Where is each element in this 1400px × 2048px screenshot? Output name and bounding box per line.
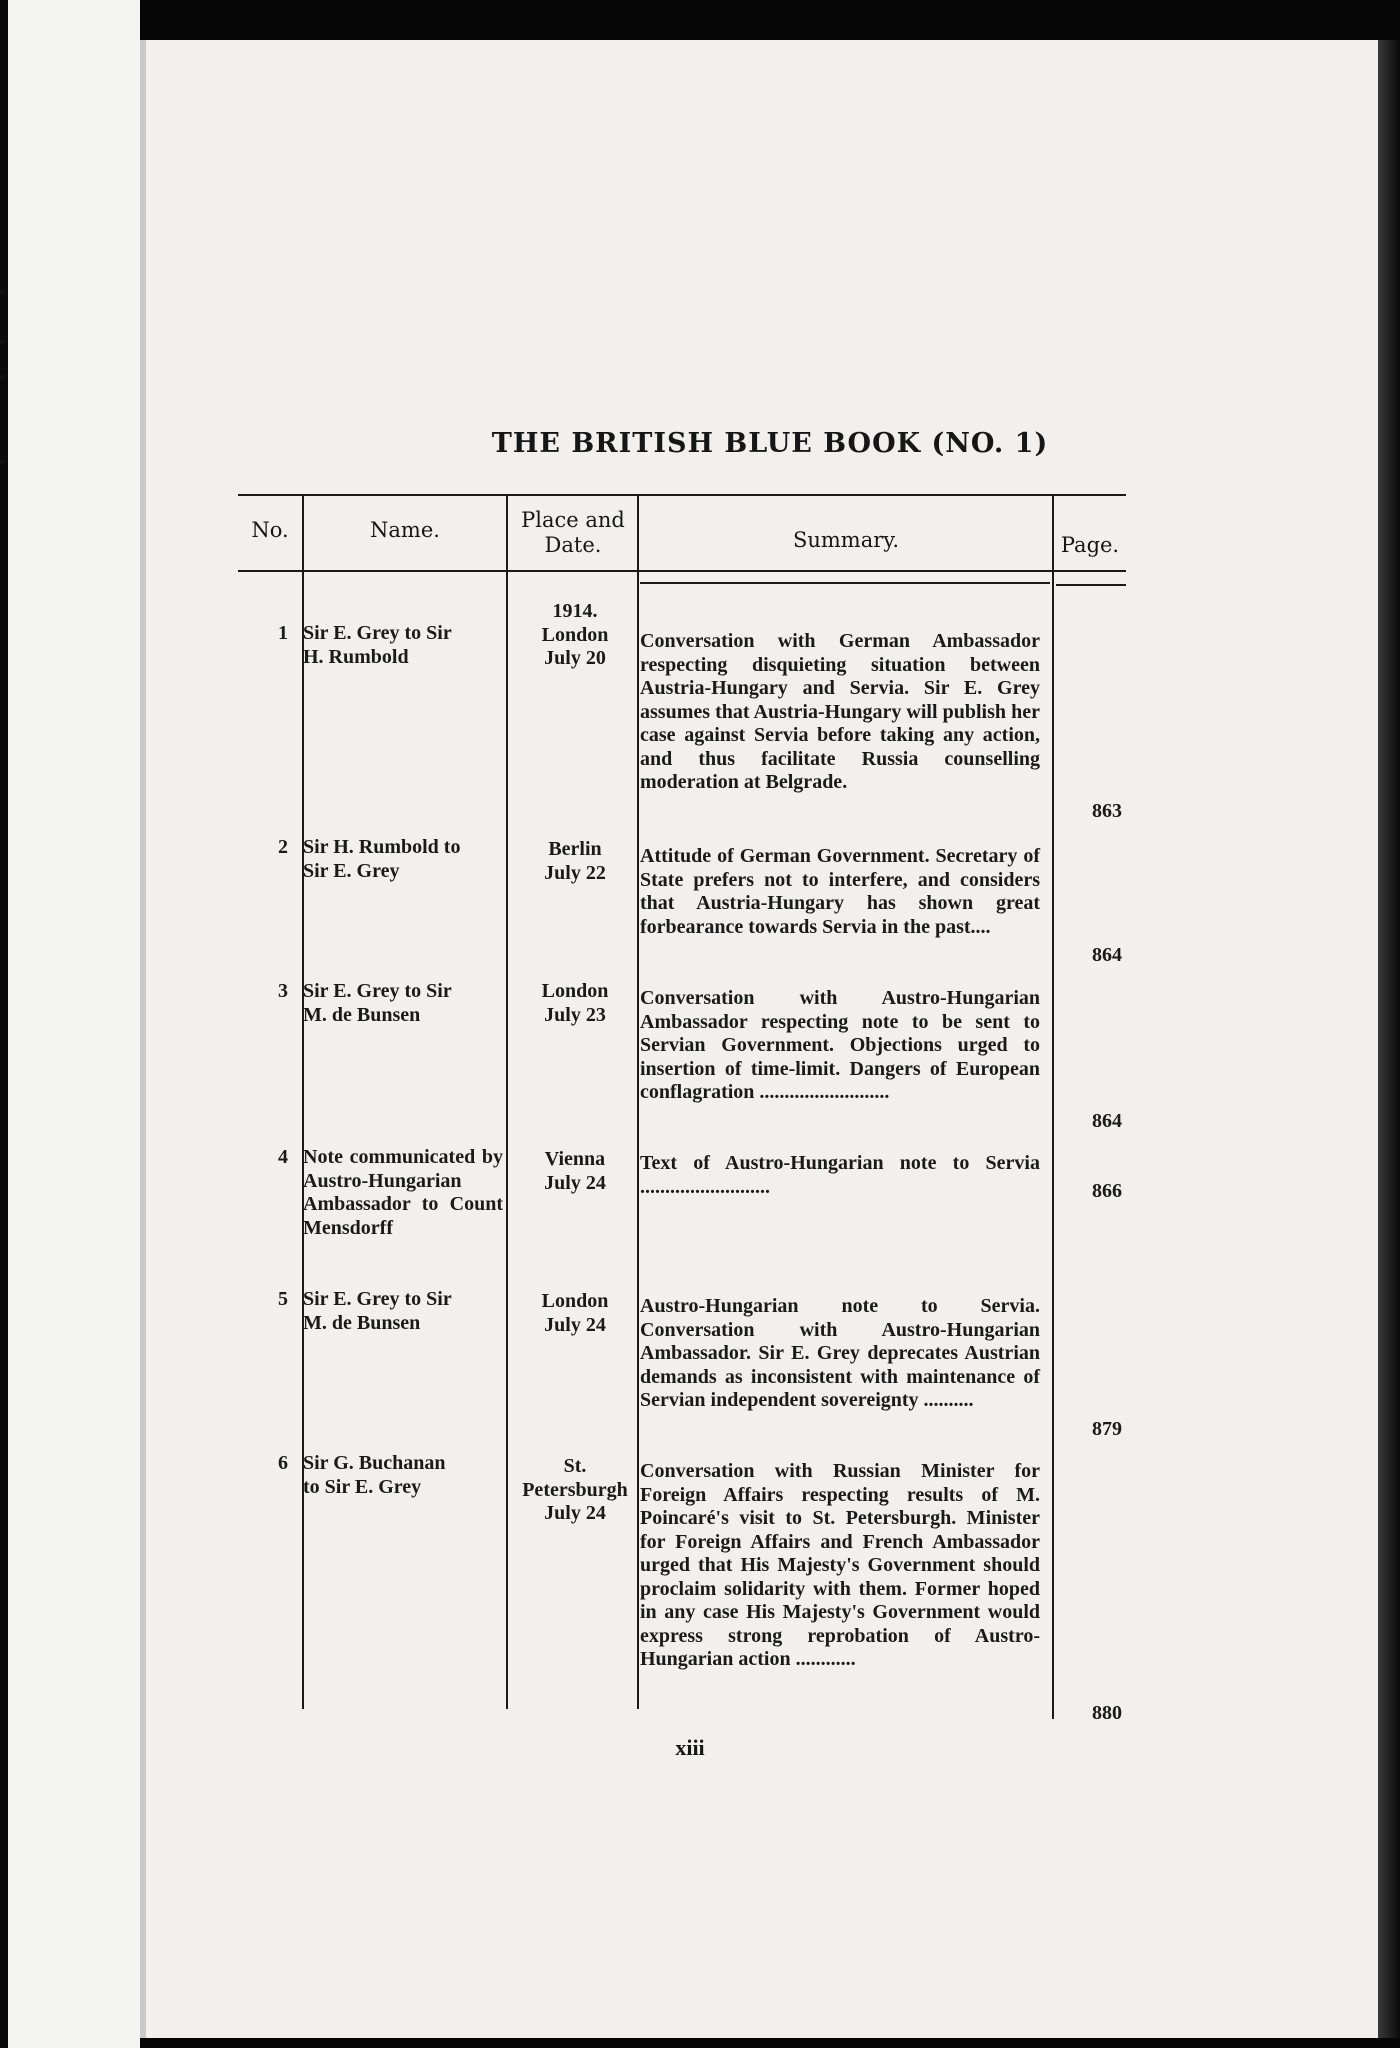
entry-name: Sir H. Rumbold to Sir E. Grey (303, 836, 461, 882)
entry-number: 4 (278, 1146, 288, 1168)
entry-place-date: London July 23 (541, 980, 609, 1026)
column-divider (1052, 494, 1054, 1719)
header-place-date: Place and Date. (521, 508, 625, 557)
header-summary: Summary. (792, 528, 900, 552)
entry-number: 1 (278, 622, 288, 644)
entry-summary: Conversation with Austro-Hungarian Ambassador respecting note to be sent to Servian Government. Objections urged to insertion of time-limit. Dangers of European conflagration .......................... (640, 987, 1040, 1103)
summary-header-rule (640, 582, 1050, 584)
entry-place-date: London July 24 (541, 1290, 609, 1336)
entry-page: 879 (1092, 1418, 1122, 1440)
edge-mark (0, 375, 5, 379)
edge-mark (0, 460, 5, 464)
column-divider (637, 494, 639, 1709)
entry-place-date: Berlin July 22 (544, 838, 606, 884)
entry-page: 864 (1092, 1110, 1122, 1132)
entry-page: 866 (1092, 1180, 1122, 1202)
entry-summary: Conversation with German Ambassador respecting disquieting situation between Austria-Hungary and Servia. Sir E. Grey assumes that Austria-Hungary will publish her case against Servia before taking any action, and thus facilitate Russia counselling moderation at Belgrade. (640, 630, 1040, 793)
entry-summary: Conversation with Russian Minister for Foreign Affairs respecting results of M. Poincaré's visit to St. Petersburgh. Minister for Foreign Affairs and French Ambassador urged that His Majesty's Government should proclaim solidarity with them. Former hoped in any case His Majesty's Government would express strong reprobation of Austro-Hungarian action ............ (640, 1460, 1040, 1670)
table-header-rule (238, 570, 1126, 572)
edge-mark (0, 290, 5, 294)
entry-name: Sir G. Buchanan to Sir E. Grey (303, 1452, 446, 1498)
edge-mark (0, 340, 5, 344)
left-margin (0, 0, 140, 2048)
entry-name: Sir E. Grey to Sir H. Rumbold (303, 622, 452, 668)
page-header-rule (1056, 584, 1126, 586)
entry-name: Sir E. Grey to Sir M. de Bunsen (303, 1288, 452, 1334)
entry-summary: Austro-Hungarian note to Servia. Conversation with Austro-Hungarian Ambassador. Sir E. Grey deprecates Austrian demands as inconsistent with maintenance of Servian independent sovereignty .......... (640, 1295, 1040, 1411)
page-title: THE BRITISH BLUE BOOK (NO. 1) (491, 428, 1049, 459)
book-spine (1378, 40, 1400, 2038)
page-edge (0, 0, 8, 2048)
entry-number: 3 (278, 980, 288, 1002)
entry-page: 880 (1092, 1702, 1122, 1724)
entry-place-date: St. Petersburgh July 24 (522, 1455, 628, 1524)
header-page: Page. (1060, 533, 1120, 557)
entry-place-date: Vienna July 24 (544, 1148, 606, 1194)
entry-name: Sir E. Grey to Sir M. de Bunsen (303, 980, 452, 1026)
entry-page: 863 (1092, 800, 1122, 822)
entry-summary: Attitude of German Government. Secretary of State prefers not to interfere, and considers that Austria-Hungary has shown great forbearance towards Servia in the past.... (640, 845, 1040, 938)
entry-number: 6 (278, 1452, 288, 1474)
page-folio: xiii (675, 1735, 705, 1760)
entry-place-date: 1914. London July 20 (541, 600, 609, 669)
entry-name: Note communicated by Austro-Hungarian Ambassador to Count Mensdorff (303, 1146, 503, 1239)
entry-number: 2 (278, 836, 288, 858)
entry-page: 864 (1092, 944, 1122, 966)
header-no: No. (251, 518, 289, 542)
table-top-rule (238, 494, 1126, 496)
column-divider (506, 494, 508, 1709)
entry-number: 5 (278, 1288, 288, 1310)
header-name: Name. (370, 518, 440, 542)
entry-summary: Text of Austro-Hungarian note to Servia .......................... (640, 1152, 1040, 1198)
column-divider (302, 494, 304, 1709)
